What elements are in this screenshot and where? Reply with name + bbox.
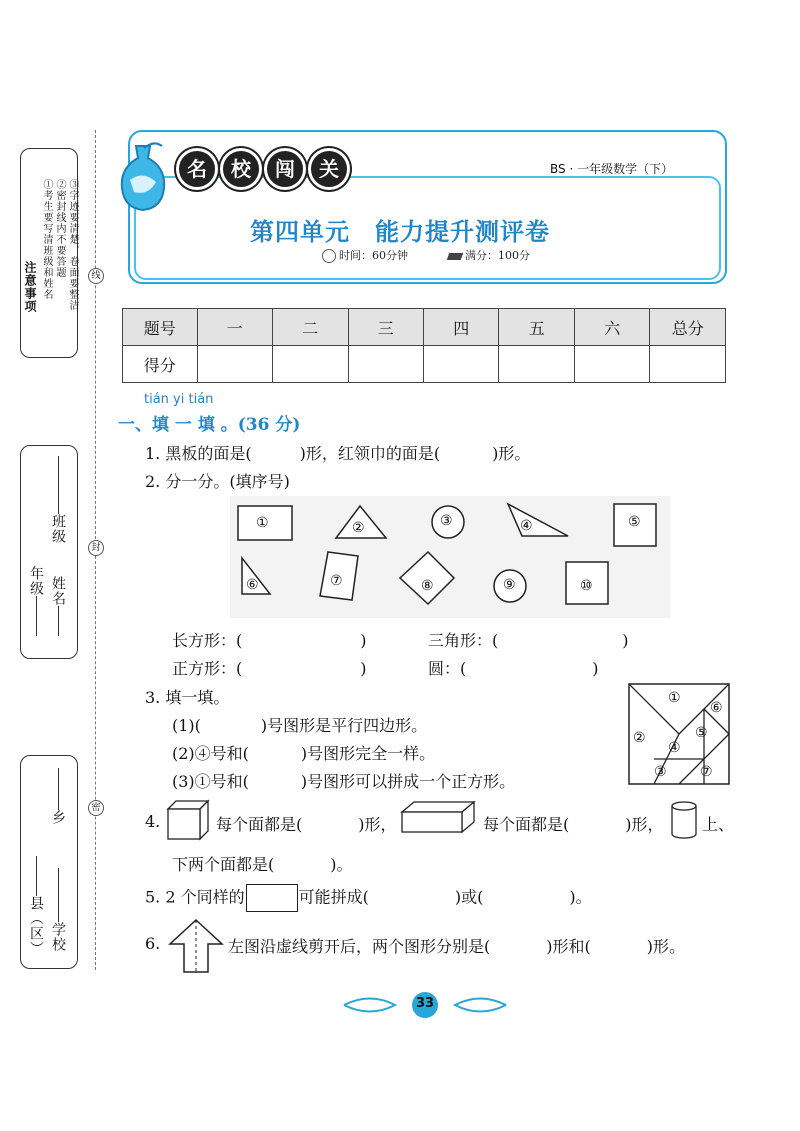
clock-icon xyxy=(322,249,336,263)
seal-mark-3: 密 xyxy=(88,800,104,816)
score-cell[interactable] xyxy=(197,346,272,383)
tangram-num-1: ① xyxy=(668,690,681,706)
q5-a: 5. 2 个同样的 xyxy=(145,887,245,907)
q6-a: 左图沿虚线剪开后，两个图形分别是( xyxy=(228,937,491,956)
cube-icon xyxy=(166,797,210,841)
question-2: 2. 分一分。(填序号) xyxy=(145,472,290,491)
score-cell[interactable] xyxy=(499,346,574,383)
note-2: ②密封线内不要答题 xyxy=(54,179,65,278)
q6-number: 6. xyxy=(145,934,161,953)
seal-mark-2: 封 xyxy=(88,540,104,556)
square-label: 正方形：( xyxy=(172,659,243,678)
cylinder-icon xyxy=(670,800,698,840)
score-cell[interactable] xyxy=(273,346,348,383)
brand-char-1: 名 xyxy=(176,148,218,190)
triangle-answer xyxy=(428,628,629,651)
q1-text-c: )形。 xyxy=(492,444,531,463)
shape-num-3: ③ xyxy=(440,513,453,529)
page-number: 33 xyxy=(415,996,435,1011)
tri-close: ) xyxy=(622,631,629,650)
shape-num-10: ⑩ xyxy=(580,578,593,594)
tangram-num-3: ③ xyxy=(654,764,667,780)
header-cell: 题号 xyxy=(123,309,198,346)
shape-num-7: ⑦ xyxy=(330,573,343,589)
question-3: 3. 填一填。 xyxy=(145,688,230,707)
note-1: ①考生要写清班级和姓名 xyxy=(41,179,52,300)
q4-line2-a: 下两个面都是( xyxy=(172,855,275,874)
q3-sub3-b: )号图形可以拼成一个正方形。 xyxy=(300,772,516,791)
header-cell: 一 xyxy=(197,309,272,346)
q4-line2-b: )。 xyxy=(330,855,353,874)
school-field[interactable] xyxy=(51,868,65,952)
question-5 xyxy=(145,884,592,912)
cuboid-icon xyxy=(400,800,476,834)
notes-box xyxy=(20,148,78,358)
header-cell: 三 xyxy=(348,309,423,346)
brand-char-3: 闯 xyxy=(264,148,306,190)
q4-text-4 xyxy=(172,852,353,875)
q5-c: )或( xyxy=(454,887,484,907)
seal-mark-1: 线 xyxy=(88,268,104,284)
shape-num-8: ⑧ xyxy=(421,578,434,594)
score-cell[interactable] xyxy=(348,346,423,383)
question-1 xyxy=(145,441,530,464)
county-field[interactable] xyxy=(29,856,43,956)
score-table-score-row xyxy=(123,346,726,383)
tangram-num-7: ⑦ xyxy=(700,764,713,780)
q4-text-3: 上、 xyxy=(702,815,735,834)
tangram-num-2: ② xyxy=(633,730,646,746)
q1-text-a: 1. 黑板的面是( xyxy=(145,444,252,463)
page-title: 第四单元 能力提升测评卷 xyxy=(250,217,550,246)
shape-num-1: ① xyxy=(256,515,269,531)
brand-char-2: 校 xyxy=(220,148,262,190)
q3-sub-2 xyxy=(172,741,435,764)
score-table-header-row xyxy=(123,309,726,346)
q4-a: 每个面都是( xyxy=(216,815,303,834)
q3-sub1-b: )号图形是平行四边形。 xyxy=(260,716,428,735)
tangram-num-6: ⑥ xyxy=(710,700,723,716)
series-label: BS · 一年级数学（下） xyxy=(550,162,674,176)
q4-text-2 xyxy=(483,812,664,835)
q5-b: 可能拼成( xyxy=(298,887,369,907)
rect-close: ) xyxy=(360,631,367,650)
section-heading: 一、填 一 填 。(36 分) xyxy=(118,415,301,435)
town-label: 乡 xyxy=(50,810,66,825)
header-cell: 六 xyxy=(574,309,649,346)
header-cell: 五 xyxy=(499,309,574,346)
q1-text-b: )形，红领巾的面是( xyxy=(299,444,441,463)
school-label: 学校 xyxy=(50,922,66,952)
q4-b: )形， xyxy=(358,815,397,834)
full-score-text: 满分：100分 xyxy=(465,249,530,262)
q4-number: 4. xyxy=(145,812,161,831)
q3-sub2-b: )号图形完全一样。 xyxy=(300,744,436,763)
q3-sub-3 xyxy=(172,769,515,792)
shape-num-6: ⑥ xyxy=(246,577,259,593)
student-info-box xyxy=(20,445,78,659)
vase-logo-icon xyxy=(114,140,172,214)
score-info xyxy=(448,247,530,263)
q3-sub1-a: (1)( xyxy=(172,716,201,735)
school-info-box xyxy=(20,755,78,969)
square-answer xyxy=(172,656,367,679)
grade-label: 年级 xyxy=(28,566,44,596)
note-3: ③字迹要清楚，卷面要整洁 xyxy=(67,179,78,311)
score-cell[interactable] xyxy=(650,346,726,383)
rectangle-answer xyxy=(172,628,367,651)
question-6 xyxy=(228,934,685,957)
q4-text-1 xyxy=(216,812,397,835)
arrow-shape-icon xyxy=(168,918,224,974)
score-cell[interactable] xyxy=(574,346,649,383)
q5-d: )。 xyxy=(569,887,592,907)
tangram-num-5: ⑤ xyxy=(695,725,708,741)
q3-sub3-a: (3)①号和( xyxy=(172,772,249,791)
score-row-label: 得分 xyxy=(123,346,198,383)
circle-label: 圆：( xyxy=(428,659,467,678)
q6-b: )形和( xyxy=(546,937,591,956)
shape-num-9: ⑨ xyxy=(503,577,516,593)
brand-char-4: 关 xyxy=(308,148,350,190)
shape-num-5: ⑤ xyxy=(628,514,641,530)
q3-sub-1 xyxy=(172,713,427,736)
notes-title: 注意事项 xyxy=(23,261,37,313)
score-cell[interactable] xyxy=(423,346,498,383)
score-table xyxy=(122,308,726,383)
q4-d: )形， xyxy=(625,815,664,834)
grade-field[interactable] xyxy=(29,566,43,636)
square-close: ) xyxy=(360,659,367,678)
time-text: 时间：60分钟 xyxy=(339,249,408,262)
tangram-num-4: ④ xyxy=(668,740,681,756)
rectangle-icon xyxy=(246,884,298,912)
header-cell: 四 xyxy=(423,309,498,346)
header-cell: 总分 xyxy=(650,309,726,346)
name-field[interactable] xyxy=(51,576,65,636)
tri-label: 三角形：( xyxy=(428,631,499,650)
county-label: 县（区） xyxy=(28,896,44,956)
class-field[interactable] xyxy=(51,456,65,544)
circle-close: ) xyxy=(592,659,599,678)
graduation-cap-icon xyxy=(447,253,464,260)
name-label: 姓名 xyxy=(50,576,66,606)
section-pinyin: tián yi tián xyxy=(144,392,214,407)
header-cell: 二 xyxy=(273,309,348,346)
rect-label: 长方形：( xyxy=(172,631,243,650)
q6-c: )形。 xyxy=(646,937,685,956)
town-field[interactable] xyxy=(51,768,65,825)
q3-sub2-a: (2)④号和( xyxy=(172,744,249,763)
shape-num-4: ④ xyxy=(520,518,533,534)
time-info xyxy=(322,247,408,263)
circle-answer xyxy=(428,656,599,679)
class-label: 班级 xyxy=(50,514,66,544)
q4-c: 每个面都是( xyxy=(483,815,570,834)
shape-num-2: ② xyxy=(352,520,365,536)
